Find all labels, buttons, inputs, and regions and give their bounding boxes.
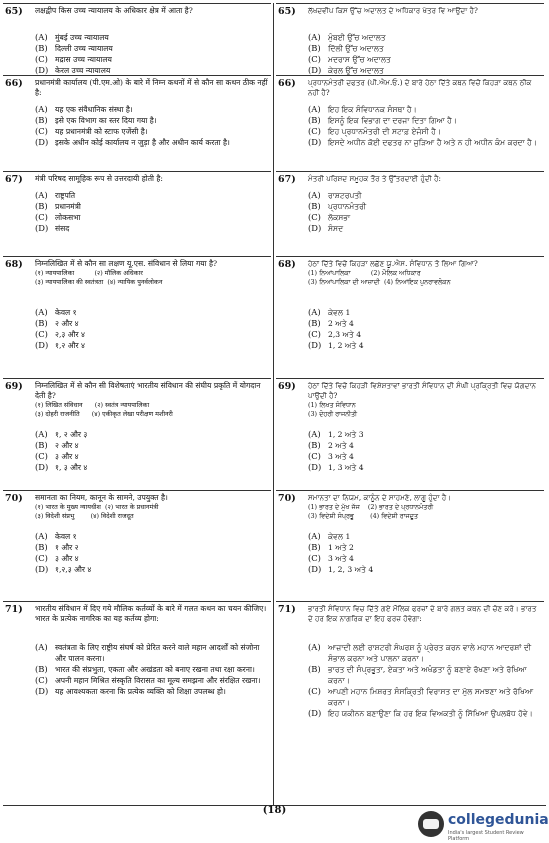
option-c [35, 126, 268, 137]
option-label: (A) [308, 32, 321, 42]
option-a [308, 531, 541, 542]
option-c [35, 553, 268, 564]
option-d [35, 564, 268, 575]
option-label: (B) [308, 664, 321, 674]
option-text: ਇਸਦੇ ਅਧੀਨ ਕੋਈ ਦਫਤਰ ਨਾ ਜੁੜਿਆ ਹੈ ਅਤੇ ਨ ਹੀ ਅਧੀਨ ਕੰਮ ਕਰਦਾ ਹੈ। [328, 138, 537, 147]
option-label: (C) [35, 675, 48, 685]
option-label: (D) [308, 223, 322, 233]
option-text: ਸੰਸਦ [328, 224, 344, 233]
question-66 [276, 75, 544, 172]
option-a [35, 190, 268, 201]
option-text: 2 ਅਤੇ 4 [328, 441, 354, 450]
statement-line: (३) विदेशी संप्रभु (४) विदेशी राजदूत [35, 512, 134, 520]
option-a [35, 32, 268, 43]
option-c [308, 212, 541, 223]
option-label: (A) [35, 429, 48, 439]
option-text: राष्ट्रपति [55, 191, 76, 200]
question-66 [3, 75, 271, 172]
question-stem [308, 78, 541, 98]
graduate-cap-icon [418, 811, 444, 837]
option-label: (B) [308, 318, 321, 328]
question-text: मंत्री परिषद सामूहिक रूप से उत्तरदायी होती है: [35, 174, 163, 183]
option-c [35, 54, 268, 65]
question-number: 70) [278, 493, 296, 504]
option-text: ਇਹ ਪ੍ਰਧਾਨਮੰਤਰੀ ਦੀ ਸਟਾਫ਼ ਏਜੰਸੀ ਹੈ। [328, 127, 442, 136]
question-stem [35, 493, 268, 521]
option-text: केवल १ [55, 532, 77, 541]
option-text: ਮੁੰਬਈ ਉੱਚ ਅਦਾਲਤ [328, 33, 386, 42]
options-list [35, 307, 268, 351]
option-label: (C) [308, 54, 321, 64]
option-text: ਰਾਸ਼ਟਰਪਤੀ [328, 191, 362, 200]
statement-line: (3) ਨਿਆਂਪਾਲਿਕਾ ਦੀ ਆਜ਼ਾਦੀ (4) ਨਿਆਂਇਕ ਪੁਨਰਾਵਲੋਕਨ [308, 278, 451, 286]
option-text: दिल्ली उच्च न्यायालय [55, 44, 113, 53]
option-label: (B) [35, 43, 48, 53]
option-label: (D) [308, 65, 322, 75]
question-text: ਲੱਖਦਵੀਪ ਕਿਸ ਉੱਚ ਅਦਾਲਤ ਦੇ ਅਧਿਕਾਰ ਖੇਤਰ ਵਿ ਆਉਂਦਾ ਹੈ? [308, 6, 478, 15]
question-stem [35, 604, 268, 624]
option-d [308, 462, 541, 473]
option-label: (D) [35, 340, 49, 350]
question-number: 70) [5, 493, 23, 504]
option-label: (C) [35, 126, 48, 136]
option-text: ਦਿੱਲੀ ਉੱਚ ਅਦਾਲਤ [328, 44, 384, 53]
option-text: प्रधानमंत्री [55, 202, 81, 211]
option-c [308, 451, 541, 462]
statement-line: (1) ਨਿਆਂਪਾਲਿਕਾ (2) ਮੌਲਿਕ ਅਧਿਕਾਰ [308, 269, 421, 277]
option-label: (A) [35, 104, 48, 114]
option-label: (C) [35, 329, 48, 339]
option-label: (B) [35, 115, 48, 125]
statement-line: (३) दोहरी राजनीति (४) एकीकृत लेखा परीक्षण मशीनरी [35, 410, 173, 418]
option-label: (B) [308, 440, 321, 450]
option-b [35, 43, 268, 54]
option-d [308, 708, 541, 719]
option-a [308, 307, 541, 318]
option-label: (D) [308, 462, 322, 472]
option-b [308, 664, 541, 686]
option-label: (A) [35, 642, 48, 652]
option-b [308, 201, 541, 212]
option-label: (D) [35, 223, 49, 233]
question-70 [3, 490, 271, 602]
options-list [35, 104, 268, 148]
question-70 [276, 490, 544, 602]
question-65 [3, 3, 271, 76]
option-b [308, 542, 541, 553]
collegedunia-logo [418, 808, 549, 842]
option-text: अपनी महान मिश्रित संस्कृति विरासत का मूल्य समझना और संरक्षित रखना। [55, 676, 261, 685]
option-text: ਇਸਨੂੰ ਇਕ ਵਿਭਾਗ ਦਾ ਦਰਜਾ ਦਿਤਾ ਗਿਆ ਹੈ। [328, 116, 457, 125]
option-text: 2,3 ਅਤੇ 4 [328, 330, 362, 339]
question-67 [3, 171, 271, 257]
option-label: (A) [35, 32, 48, 42]
question-number: 66) [5, 78, 23, 89]
option-label: (D) [308, 564, 322, 574]
question-stem [308, 6, 541, 16]
option-b [35, 318, 268, 329]
option-text: 3 ਅਤੇ 4 [328, 554, 354, 563]
option-label: (D) [308, 340, 322, 350]
question-text: निम्नलिखित में से कौन सी विशेषताएं भारतीय संविधान की संघीय प्रकृति में योगदान देती है? [35, 381, 261, 400]
option-text: ਕੇਵਲ 1 [328, 308, 351, 317]
option-label: (C) [35, 54, 48, 64]
question-number: 66) [278, 78, 296, 89]
option-label: (B) [35, 664, 48, 674]
option-text: ਪ੍ਰਧਾਨਮੰਤਰੀ [328, 202, 367, 211]
question-number: 71) [278, 604, 296, 615]
statement-line: (3) ਵਿਦੇਸ਼ੀ ਸੰਪ੍ਰਭੂ (4) ਵਿਦੇਸ਼ੀ ਰਾਜਦੂਤ [308, 512, 418, 520]
question-stem [35, 174, 268, 184]
option-text: 1, 3 ਅਤੇ 4 [328, 463, 364, 472]
hindi-column [3, 3, 271, 805]
question-text: ਭਾਰਤੀ ਸੰਵਿਧਾਨ ਵਿਚ ਦਿੱਤੇ ਗਏ ਮੌਲਿਕ ਫਰਜ਼ਾਂ ਦੇ ਬਾਰੇ ਗਲਤ ਕਥਨ ਦੀ ਚੋਣ ਕਰੋ। ਭਾਰਤ ਦੇ ਹਰ ਇਕ ਨਾਗਰਿਕ ਦਾ ਇਹ ਫਰਜ਼ ਹੋਵੇਗਾ: [308, 604, 537, 623]
option-text: ਇਹ ਇਕ ਸੰਵਿਧਾਨਕ ਸੰਸਥਾ ਹੈ। [328, 105, 417, 114]
option-label: (D) [35, 564, 49, 574]
option-d [308, 340, 541, 351]
options-list [35, 32, 268, 76]
option-c [35, 675, 268, 686]
option-text: १ और २ [55, 543, 79, 552]
option-d [308, 223, 541, 234]
option-text: इसे एक विभाग का स्तर दिया गया है। [55, 116, 157, 125]
question-number: 65) [5, 6, 23, 17]
question-text: समानता का नियम, कानून के सामने, उपयुक्त है। [35, 493, 168, 502]
option-d [35, 462, 268, 473]
option-a [308, 190, 541, 201]
option-text: 2 ਅਤੇ 4 [328, 319, 354, 328]
option-text: मद्रास उच्च न्यायालय [55, 55, 112, 64]
option-label: (C) [308, 212, 321, 222]
option-a [308, 429, 541, 440]
options-list [35, 190, 268, 234]
option-b [308, 43, 541, 54]
options-list [35, 531, 268, 575]
statement-line: (१) लिखित संविधान (२) स्वतंत्र न्यायपालिका [35, 401, 150, 409]
option-a [35, 104, 268, 115]
question-number: 69) [278, 381, 296, 392]
option-text: १, ३ और ४ [55, 463, 88, 472]
options-list [308, 642, 541, 719]
option-label: (C) [308, 686, 321, 696]
option-text: लोकसभा [55, 213, 81, 222]
option-label: (C) [35, 553, 48, 563]
option-label: (D) [35, 462, 49, 472]
statement-line: (1) ਲਿਖਤ ਸੰਵਿਧਾਨ [308, 401, 356, 409]
option-label: (B) [35, 201, 48, 211]
options-list [35, 429, 268, 473]
option-b [35, 201, 268, 212]
question-69 [3, 378, 271, 491]
option-d [308, 564, 541, 575]
option-text: भारत की संप्रभुता, एकता और अखंडता को बनाए रखना तथा रक्षा करना। [55, 665, 255, 674]
options-list [308, 531, 541, 575]
option-d [35, 340, 268, 351]
question-stem [35, 259, 268, 287]
question-number: 65) [278, 6, 296, 17]
question-stem [35, 6, 268, 16]
option-a [308, 642, 541, 664]
option-label: (A) [308, 104, 321, 114]
option-text: इसके अधीन कोई कार्यालय न जुड़ा है और अधीन कार्य करता है। [55, 138, 230, 147]
option-label: (C) [308, 451, 321, 461]
option-label: (B) [35, 542, 48, 552]
option-label: (A) [308, 429, 321, 439]
option-text: 1, 2 ਅਤੇ 4 [328, 341, 364, 350]
option-label: (B) [308, 201, 321, 211]
question-text: लक्षद्वीप किस उच्च न्यायालय के अधिकार क्षेत्र में आता है? [35, 6, 193, 15]
option-label: (D) [308, 708, 322, 718]
question-text: भारतीय संविधान में दिए गये मौलिक कर्तव्यों के बारे में गलत कथन का चयन कीजिए। भारत के प्रत्येक नागरिक का यह कर्तव्य होगा: [35, 604, 267, 623]
question-stem [35, 78, 268, 98]
option-text: 1 ਅਤੇ 2 [328, 543, 354, 552]
option-text: संसद [55, 224, 70, 233]
statement-line: (१) न्यायपालिका (२) मौलिक अधिकार [35, 269, 143, 277]
question-stem [308, 604, 541, 624]
option-b [35, 542, 268, 553]
option-text: ਭਾਰਤ ਦੀ ਸੰਪ੍ਰਭੂਤਾ, ਏਕਤਾ ਅਤੇ ਅਖੰਡਤਾ ਨੂੰ ਬਣਾਏ ਰੱਖਣਾ ਅਤੇ ਰੱਖਿਆ ਕਰਨਾ। [328, 665, 527, 685]
question-text: ਮੰਤਰੀ ਪਰਿਸ਼ਦ ਸਮੂਹਕ ਤੌਰ ਤੇ ਉੱਤਰਦਾਈ ਹੁੰਦੀ ਹੈ: [308, 174, 441, 183]
question-stem [308, 493, 541, 521]
option-label: (A) [308, 642, 321, 652]
option-c [308, 553, 541, 564]
option-label: (B) [308, 542, 321, 552]
options-list [308, 104, 541, 148]
option-text: 1, 2 ਅਤੇ 3 [328, 430, 364, 439]
option-label: (C) [308, 553, 321, 563]
statement-line: (3) ਦੋਹਰੀ ਰਾਜਨੀਤੀ [308, 410, 358, 418]
option-label: (A) [308, 307, 321, 317]
question-number: 67) [278, 174, 296, 185]
question-text: ਪ੍ਰਧਾਨਮੰਤਰੀ ਦਫਤਰ (ਪੀ.ਐਮ.ਓ.) ਦੇ ਬਾਰੇ ਹੇਠਾ ਦਿੱਤੇ ਕਥਨ ਵਿਚੋਂ ਕਿਹੜਾ ਕਥਨ ਠੀਕ ਨਹੀਂ ਹੈ? [308, 78, 532, 97]
option-c [35, 212, 268, 223]
option-b [35, 440, 268, 451]
options-list [35, 642, 268, 697]
punjabi-column [276, 3, 544, 805]
option-text: २ और ४ [55, 319, 79, 328]
option-a [35, 429, 268, 440]
question-text: ਹੇਠਾਂ ਦਿੱਤੇ ਵਿਚੋਂ ਕਿਹੜੀ ਵਿਸ਼ੇਸ਼ਤਾਵਾਂ ਭਾਰਤੀ ਸੰਵਿਧਾਨ ਦੀ ਸੰਘੀ ਪ੍ਰਕ੍ਰਿਤੀ ਵਿਚ ਯੋਗਦਾਨ ਪਾਉਂਦੀ ਹੈ? [308, 381, 537, 400]
option-b [308, 318, 541, 329]
option-label: (D) [35, 137, 49, 147]
question-number: 67) [5, 174, 23, 185]
option-a [35, 642, 268, 664]
option-label: (B) [35, 440, 48, 450]
question-text: निम्नलिखित में से कौन सा लक्षण यू.एस. संविधान से लिया गया है? [35, 259, 218, 268]
page-number: (18) [262, 805, 287, 816]
statement-line: (1) ਭਾਰਤ ਦੇ ਮੁੱਖ ਜੱਜ (2) ਭਾਰਤ ਦੇ ਪ੍ਰਧਾਨਮੰਤਰੀ [308, 503, 434, 511]
option-d [35, 137, 268, 148]
option-label: (A) [35, 307, 48, 317]
option-text: १,२,३ और ४ [55, 565, 92, 574]
question-67 [276, 171, 544, 257]
option-d [35, 223, 268, 234]
options-list [308, 190, 541, 234]
options-list [308, 307, 541, 351]
option-label: (A) [35, 190, 48, 200]
option-a [308, 32, 541, 43]
question-stem [308, 174, 541, 184]
option-text: यह प्रधानमंत्री को स्टाफ एजेंसी है। [55, 127, 148, 136]
option-text: ਇਹ ਯਕੀਨਨ ਬਣਾਉਣਾ ਕਿ ਹਰ ਇਕ ਵਿਅਕਤੀ ਨੂੰ ਸਿੱਖਿਆ ਉਪਲਬੱਧ ਹੋਵੇ। [328, 709, 533, 718]
brand-name: collegedunia [448, 812, 549, 828]
option-label: (B) [35, 318, 48, 328]
column-divider [273, 3, 274, 805]
option-text: 3 ਅਤੇ 4 [328, 452, 354, 461]
option-text: ਲੋਕਸਭਾ [328, 213, 351, 222]
option-c [308, 329, 541, 340]
option-d [35, 686, 268, 697]
option-b [308, 440, 541, 451]
option-label: (D) [308, 137, 322, 147]
question-text: प्रधानमंत्री कार्यालय (पी.एम.ओ) के बारे में निम्न कथनों में से कौन सा कथन ठीक नहीं है: [35, 78, 268, 97]
option-label: (D) [35, 686, 49, 696]
option-text: १,२ और ४ [55, 341, 85, 350]
question-stem [308, 381, 541, 419]
option-text: मुंबई उच्च न्यायालय [55, 33, 109, 42]
option-a [35, 307, 268, 318]
question-text: ਹੇਠਾਂ ਦਿੱਤੇ ਵਿਚੋਂ ਕਿਹੜਾ ਲਛੱਣ ਯੂ.ਐਸ. ਸੰਵਿਧਾਨ ਤੋ ਲਿਆ ਗਿਆ? [308, 259, 478, 268]
option-text: ਆਜ਼ਾਦੀ ਲਈ ਰਾਸ਼ਟਰੀ ਸੰਘਰਸ਼ ਨੂੰ ਪ੍ਰੇਰਤ ਕਰਨ ਵਾਲੇ ਮਹਾਨ ਆਦਰਸ਼ਾਂ ਦੀ ਸੰਭਾਲ ਕਰਨਾ ਅਤੇ ਪਾਲਨਾ ਕਰਨਾ। [328, 643, 532, 663]
option-label: (C) [35, 212, 48, 222]
option-text: केरल उच्च न्यायालय [55, 66, 111, 75]
option-c [35, 329, 268, 340]
option-b [35, 664, 268, 675]
option-text: केवल १ [55, 308, 77, 317]
options-list [308, 429, 541, 473]
option-label: (C) [308, 329, 321, 339]
question-number: 68) [5, 259, 23, 270]
question-68 [276, 256, 544, 379]
option-text: ਕੇਵਲ 1 [328, 532, 351, 541]
option-c [308, 686, 541, 708]
question-stem [308, 259, 541, 287]
option-text: २,३ और ४ [55, 330, 85, 339]
question-text: ਸਮਾਨਤਾ ਦਾ ਨਿਯਮ, ਕਾਨੂੰਨ ਦੇ ਸਾਹਮਣੇ, ਲਾਗੂ ਹੁੰਦਾ ਹੈ। [308, 493, 452, 502]
option-c [35, 451, 268, 462]
option-text: १, २ और ३ [55, 430, 88, 439]
option-text: यह आवश्यकता करना कि प्रत्येक व्यक्ति को शिक्षा उपलब्ध हो। [55, 687, 226, 696]
option-label: (A) [308, 190, 321, 200]
options-list [308, 32, 541, 76]
question-69 [276, 378, 544, 491]
brand-tagline: India's largest Student Review Platform [448, 830, 524, 842]
question-71 [276, 601, 544, 805]
option-a [35, 531, 268, 542]
option-label: (C) [308, 126, 321, 136]
option-b [308, 115, 541, 126]
statement-line: (३) न्यायपालिका की स्वतंत्रता (४) न्यायिक पुनर्वलोकन [35, 278, 163, 286]
question-stem [35, 381, 268, 419]
option-text: ਕੇਰਲ ਉੱਚ ਅਦਾਲਤ [328, 66, 384, 75]
option-text: यह एक संवैधानिक संस्था है। [55, 105, 133, 114]
question-number: 71) [5, 604, 23, 615]
question-number: 69) [5, 381, 23, 392]
option-label: (B) [308, 115, 321, 125]
option-label: (A) [308, 531, 321, 541]
option-label: (C) [35, 451, 48, 461]
option-c [308, 54, 541, 65]
question-65 [276, 3, 544, 76]
option-c [308, 126, 541, 137]
question-68 [3, 256, 271, 379]
option-label: (D) [35, 65, 49, 75]
option-text: स्वतंत्रता के लिए राष्ट्रीय संघर्ष को प्रेरित करने वाले महान आदर्शों को संजोना और पालन करना। [55, 643, 260, 663]
option-text: २ और ४ [55, 441, 79, 450]
statement-line: (१) भारत के मुख्य न्यायधीश (२) भारत के प्रधानमंत्री [35, 503, 159, 511]
option-d [308, 137, 541, 148]
option-text: ਆਪਣੀ ਮਹਾਨ ਮਿਸ਼ਰਤ ਸੰਸਕ੍ਰਿਤੀ ਵਿਰਾਸਤ ਦਾ ਮੁੱਲ ਸਮਝਣਾ ਅਤੇ ਰੱਖਿਆ ਕਰਨਾ। [328, 687, 534, 707]
option-label: (A) [35, 531, 48, 541]
question-71 [3, 601, 271, 805]
question-number: 68) [278, 259, 296, 270]
exam-page [3, 3, 546, 813]
option-text: 1, 2, 3 ਅਤੇ 4 [328, 565, 374, 574]
option-text: ३ और ४ [55, 452, 79, 461]
option-b [35, 115, 268, 126]
option-text: ३ और ४ [55, 554, 79, 563]
option-a [308, 104, 541, 115]
option-text: ਮਦਰਾਸ ਉੱਚ ਅਦਾਲਤ [328, 55, 391, 64]
option-label: (B) [308, 43, 321, 53]
